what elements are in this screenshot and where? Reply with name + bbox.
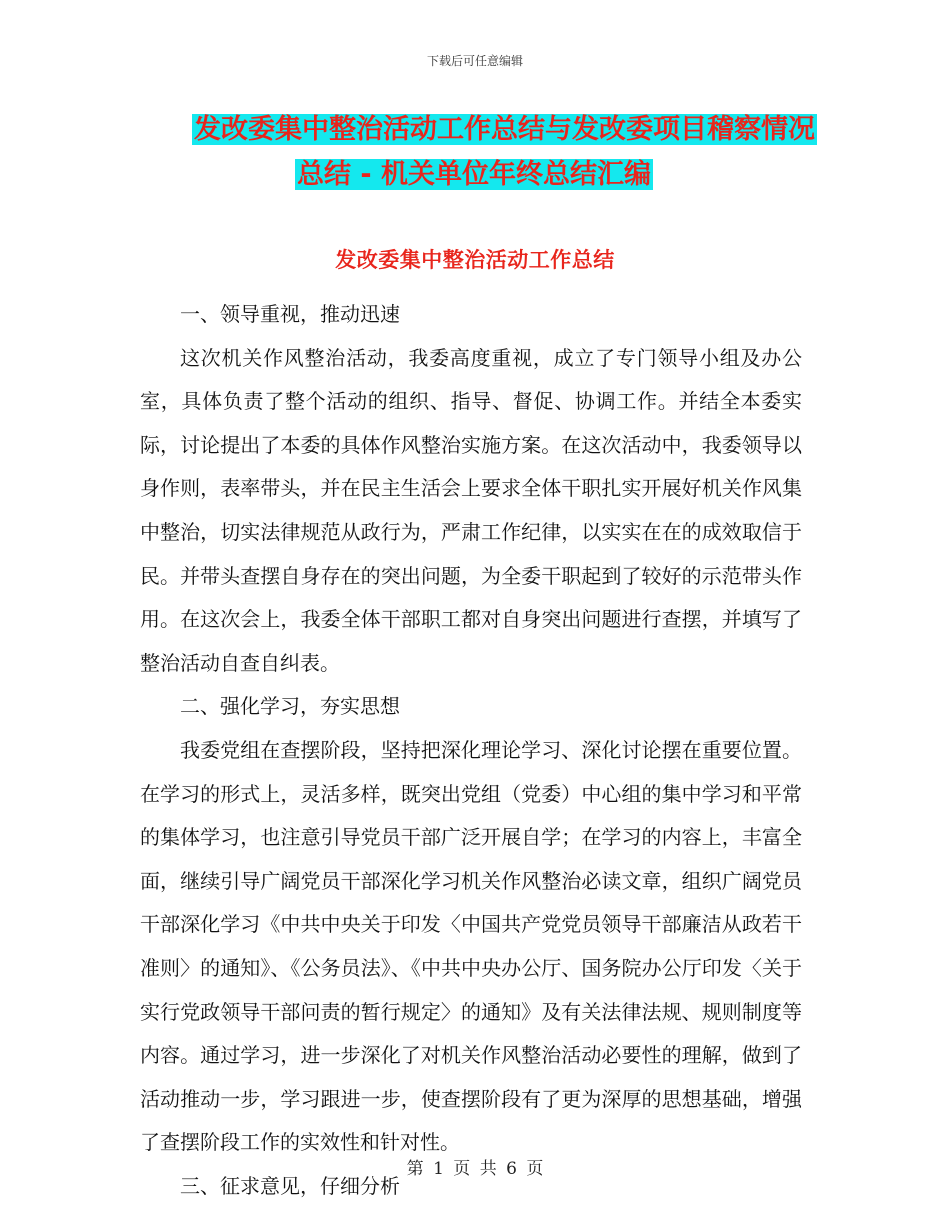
document-title-line-2 xyxy=(0,155,950,195)
paragraph-leadership: 这次机关作风整治活动，我委高度重视，成立了专门领导小组及办公室，具体负责了整个活动的组织、指导、督促、协调工作。并结全本委实际，讨论提出了本委的具体作风整治实施方案。在这次活动中，我委领导以身作则，表率带头，并在民主生活会上要求全体干职扎实开展好机关作风集中整治，切实法律规范从政行为，严肃工作纪律，以实实在在的成效取信于民。并带头查摆自身存在的突出问题，为全委干职起到了较好的示范带头作用。在这次会上，我委全体干部职工都对自身突出问题进行查摆，并填写了整治活动自查自纠表。 xyxy=(140,345,802,675)
document-body xyxy=(140,293,802,1208)
document-title-line-1 xyxy=(0,110,950,150)
document-title-line-1-text: 发改委集中整治活动工作总结与发改委项目稽察情况 xyxy=(194,114,815,145)
heading-study: 二、强化学习，夯实思想 xyxy=(180,694,400,719)
heading-opinions: 三、征求意见，仔细分析 xyxy=(180,1173,400,1198)
paragraph-study: 我委党组在查摆阶段，坚持把深化理论学习、深化讨论摆在重要位置。在学习的形式上，灵活多样，既突出党组（党委）中心组的集中学习和平常的集体学习，也注意引导党员干部广泛开展自学；在学习的内容上，丰富全面，继续引导广阔党员干部深化学习机关作风整治必读文章，组织广阔党员干部深化学习《中共中央关于印发〈中国共产党党员领导干部廉洁从政若干准则〉的通知》、《公务员法》、《中共中央办公厅、国务院办公厅印发〈关于实行党政领导干部问责的暂行规定〉的通知》及有关法律法规、规则制度等内容。通过学习，进一步深化了对机关作风整治活动必要性的理解，做到了活动推动一步，学习跟进一步，使查摆阶段有了更为深厚的思想基础，增强了查摆阶段工作的实效性和针对性。 xyxy=(140,737,802,1155)
section-title: 发改委集中整治活动工作总结 xyxy=(335,248,615,272)
page-number: 第 1 页 共 6 页 xyxy=(406,1159,544,1179)
page-header-note: 下载后可任意编辑 xyxy=(426,54,523,68)
document-title-line-2-text: 总结 - 机关单位年终总结汇编 xyxy=(297,159,652,190)
heading-leadership: 一、领导重视，推动迅速 xyxy=(180,302,400,326)
